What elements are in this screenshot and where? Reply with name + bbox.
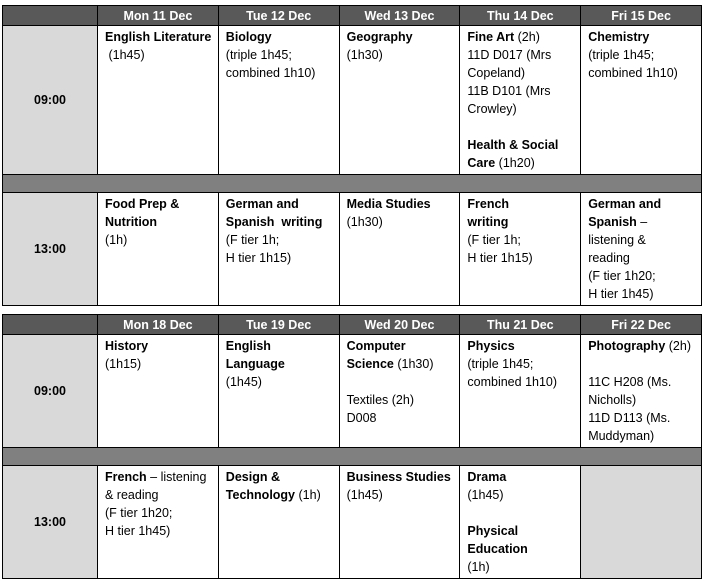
divider [3,448,702,466]
exam-duration: (1h) [105,233,128,247]
exam-detail: combined 1h10) [225,66,316,80]
exam-cell [460,466,581,579]
empty-cell [581,466,702,579]
gap-row [3,175,702,193]
exam-detail: H tier 1h45) [588,287,654,301]
exam-duration: (1h) [298,488,321,502]
exam-title: Nutrition [105,215,158,229]
exam-duration: (2h) [668,339,691,353]
day-header: Wed 13 Dec [339,6,460,26]
day-header: Thu 14 Dec [460,6,581,26]
exam-title: Computer [346,339,406,353]
exam-detail: listening & [588,233,646,247]
exam-cell [98,193,219,306]
afternoon-row [3,466,702,579]
exam-duration: (1h45) [108,48,145,62]
exam-title: writing [467,215,509,229]
exam-cell [460,26,581,175]
exam-room: Muddyman) [588,429,655,443]
exam-room: 11D D113 (Ms. [588,411,671,425]
exam-duration: (1h30) [397,357,434,371]
exam-title: Chemistry [588,30,650,44]
exam-cell [581,193,702,306]
time-label: 09:00 [3,26,98,175]
exam-detail: combined 1h10) [467,375,558,389]
exam-cell [218,335,339,448]
exam-detail: reading [588,251,630,265]
exam-duration: (1h45) [346,488,383,502]
exam-detail: (triple 1h45; [588,48,655,62]
exam-room: Copeland) [467,66,526,80]
exam-cell [218,466,339,579]
day-header: Mon 11 Dec [98,6,219,26]
exam-room: Crowley) [467,102,517,116]
exam-duration: (1h20) [498,156,535,170]
exam-detail: (triple 1h45; [467,357,534,371]
exam-cell [98,466,219,579]
exam-detail: – listening [146,470,207,484]
exam-detail: Textiles (2h) [346,393,414,407]
exam-duration: (1h) [467,560,490,574]
exam-duration: (1h30) [346,48,383,62]
exam-title: Business Studies [346,470,451,484]
exam-cell [581,335,702,448]
exam-title: Fine Art [467,30,515,44]
day-header: Tue 19 Dec [218,315,339,335]
exam-room: Nicholls) [588,393,637,407]
exam-title: Technology [225,488,296,502]
exam-title: German and [588,197,662,211]
exam-cell [218,26,339,175]
corner-cell [3,315,98,335]
exam-duration: (1h30) [346,215,383,229]
exam-duration: (1h15) [105,357,142,371]
exam-duration: (2h) [517,30,540,44]
exam-room: 11C H208 (Ms. [588,375,672,389]
exam-title: Health & Social [467,138,559,152]
timetable-week-1 [2,5,702,306]
exam-detail: (F tier 1h20; [588,269,656,283]
exam-detail: combined 1h10) [588,66,678,80]
exam-title: Drama [467,470,507,484]
exam-title: Physical [467,524,519,538]
exam-title: Spanish writing [225,215,323,229]
header-row [3,315,702,335]
gap-row [3,448,702,466]
time-label: 13:00 [3,193,98,306]
time-label: 13:00 [3,466,98,579]
exam-title: French [105,470,147,484]
exam-cell [581,26,702,175]
timetable-week-2 [2,314,702,579]
exam-detail: – [636,215,648,229]
exam-detail: H tier 1h15) [225,251,292,265]
exam-cell [460,335,581,448]
day-header: Wed 20 Dec [339,315,460,335]
exam-cell [98,335,219,448]
exam-detail: H tier 1h45) [105,524,171,538]
day-header: Mon 18 Dec [98,315,219,335]
day-header: Tue 12 Dec [218,6,339,26]
exam-title: Geography [346,30,413,44]
time-label: 09:00 [3,335,98,448]
divider [3,175,702,193]
exam-detail: & reading [105,488,159,502]
exam-title: Spanish [588,215,637,229]
exam-detail: H tier 1h15) [467,251,533,265]
exam-title: Education [467,542,528,556]
morning-row [3,335,702,448]
exam-title: German and [225,197,299,211]
day-header: Fri 15 Dec [581,6,702,26]
exam-title: Photography [588,339,666,353]
day-header: Fri 22 Dec [581,315,702,335]
exam-cell [339,26,460,175]
exam-cell [218,193,339,306]
exam-title: Care [467,156,496,170]
corner-cell [3,6,98,26]
exam-detail: (F tier 1h20; [105,506,173,520]
exam-title: French [467,197,510,211]
exam-duration: (1h45) [225,375,262,389]
exam-cell [98,26,219,175]
exam-room: 11D D017 (Mrs [467,48,552,62]
exam-cell [339,193,460,306]
exam-cell [460,193,581,306]
exam-title: Media Studies [346,197,431,211]
exam-title: Biology [225,30,272,44]
exam-room: 11B D101 (Mrs [467,84,551,98]
exam-title: English Literature [105,30,212,44]
exam-room: D008 [346,411,377,425]
header-row [3,6,702,26]
exam-detail: (F tier 1h; [225,233,280,247]
exam-title: Science [346,357,394,371]
exam-title: Design & [225,470,280,484]
day-header: Thu 21 Dec [460,315,581,335]
exam-title: Physics [467,339,515,353]
exam-cell [339,335,460,448]
exam-duration: (1h45) [467,488,504,502]
exam-title: History [105,339,149,353]
exam-title: Food Prep & [105,197,180,211]
afternoon-row [3,193,702,306]
exam-cell [339,466,460,579]
exam-title: English Language [225,339,285,371]
exam-detail: (F tier 1h; [467,233,521,247]
exam-detail: (triple 1h45; [225,48,292,62]
morning-row [3,26,702,175]
